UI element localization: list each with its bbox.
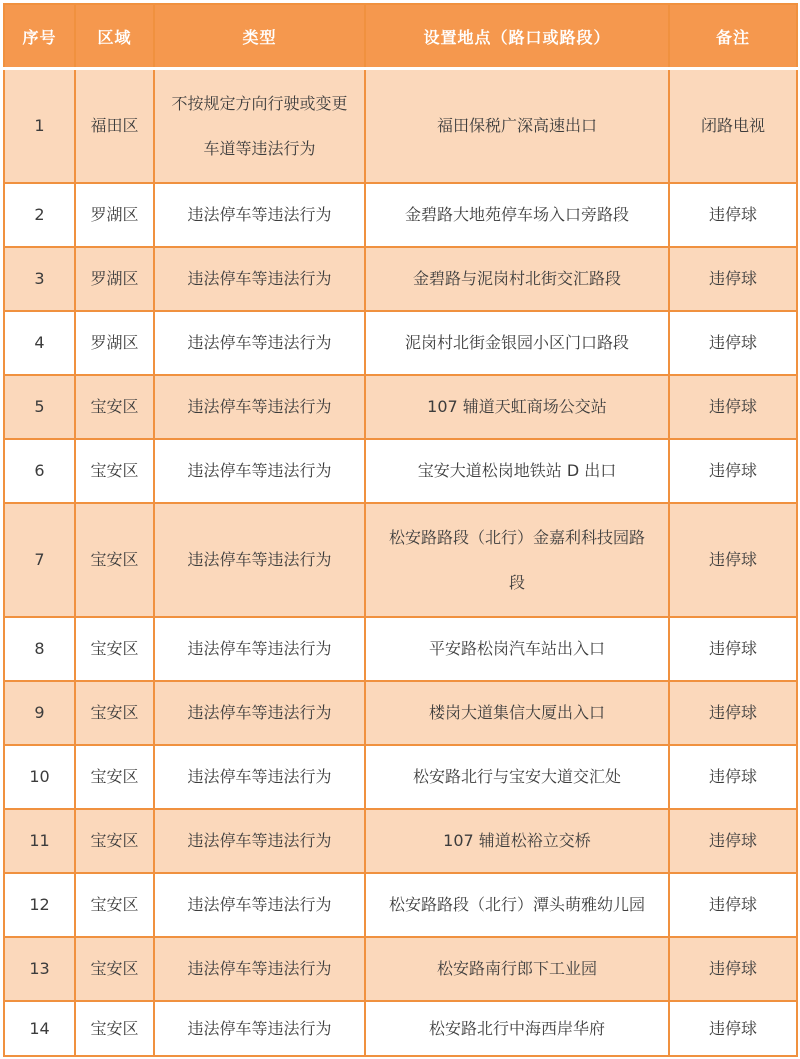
cell-remark: 违停球 (669, 873, 797, 937)
table-header (4, 4, 797, 69)
cell-index: 13 (4, 937, 75, 1001)
column-header-index: 序号 (4, 4, 75, 69)
table-row (4, 439, 797, 503)
cell-district: 罗湖区 (75, 311, 154, 375)
cell-remark: 违停球 (669, 937, 797, 1001)
cell-location: 107 辅道天虹商场公交站 (365, 375, 669, 439)
cell-district: 宝安区 (75, 1001, 154, 1056)
cell-remark: 违停球 (669, 247, 797, 311)
cell-remark: 违停球 (669, 1001, 797, 1056)
cell-location: 福田保税广深高速出口 (365, 69, 669, 183)
cell-type: 违法停车等违法行为 (154, 183, 365, 247)
cell-district: 宝安区 (75, 745, 154, 809)
column-header-remark: 备注 (669, 4, 797, 69)
cell-location: 松安路北行中海西岸华府 (365, 1001, 669, 1056)
cell-type: 违法停车等违法行为 (154, 745, 365, 809)
table-row (4, 247, 797, 311)
cell-index: 12 (4, 873, 75, 937)
cell-index: 4 (4, 311, 75, 375)
cell-remark: 违停球 (669, 809, 797, 873)
cell-remark: 违停球 (669, 745, 797, 809)
cell-type: 违法停车等违法行为 (154, 503, 365, 617)
table-row (4, 809, 797, 873)
cell-type: 违法停车等违法行为 (154, 617, 365, 681)
column-header-district: 区域 (75, 4, 154, 69)
cell-index: 9 (4, 681, 75, 745)
table-row (4, 1001, 797, 1056)
cell-index: 14 (4, 1001, 75, 1056)
cell-location: 宝安大道松岗地铁站 D 出口 (365, 439, 669, 503)
cell-index: 10 (4, 745, 75, 809)
cell-index: 2 (4, 183, 75, 247)
cell-remark: 违停球 (669, 503, 797, 617)
cell-location: 松安路路段（北行）潭头萌雅幼儿园 (365, 873, 669, 937)
cell-type: 违法停车等违法行为 (154, 873, 365, 937)
cell-type: 违法停车等违法行为 (154, 439, 365, 503)
table-row (4, 681, 797, 745)
table-row (4, 937, 797, 1001)
cell-district: 罗湖区 (75, 247, 154, 311)
cell-location: 泥岗村北街金银园小区门口路段 (365, 311, 669, 375)
table-row (4, 375, 797, 439)
cell-location: 金碧路与泥岗村北街交汇路段 (365, 247, 669, 311)
cell-district: 宝安区 (75, 503, 154, 617)
column-header-location: 设置地点（路口或路段） (365, 4, 669, 69)
table-body (4, 69, 797, 1056)
cell-index: 5 (4, 375, 75, 439)
cell-district: 福田区 (75, 69, 154, 183)
table-row (4, 873, 797, 937)
cell-remark: 违停球 (669, 681, 797, 745)
cell-location: 松安路路段（北行）金嘉利科技园路段 (365, 503, 669, 617)
cell-remark: 闭路电视 (669, 69, 797, 183)
table-row (4, 311, 797, 375)
cell-index: 8 (4, 617, 75, 681)
cell-district: 罗湖区 (75, 183, 154, 247)
cell-location: 金碧路大地苑停车场入口旁路段 (365, 183, 669, 247)
cell-remark: 违停球 (669, 183, 797, 247)
column-header-type: 类型 (154, 4, 365, 69)
surveillance-locations-table (3, 3, 798, 1057)
cell-remark: 违停球 (669, 439, 797, 503)
cell-district: 宝安区 (75, 937, 154, 1001)
cell-district: 宝安区 (75, 809, 154, 873)
table-row (4, 69, 797, 183)
cell-index: 6 (4, 439, 75, 503)
cell-index: 1 (4, 69, 75, 183)
cell-location: 松安路南行郎下工业园 (365, 937, 669, 1001)
cell-type: 违法停车等违法行为 (154, 681, 365, 745)
cell-district: 宝安区 (75, 681, 154, 745)
header-row (4, 4, 797, 69)
cell-remark: 违停球 (669, 375, 797, 439)
cell-index: 7 (4, 503, 75, 617)
cell-district: 宝安区 (75, 439, 154, 503)
cell-remark: 违停球 (669, 617, 797, 681)
table-row (4, 617, 797, 681)
cell-location: 松安路北行与宝安大道交汇处 (365, 745, 669, 809)
cell-index: 11 (4, 809, 75, 873)
cell-index: 3 (4, 247, 75, 311)
cell-remark: 违停球 (669, 311, 797, 375)
cell-type: 违法停车等违法行为 (154, 311, 365, 375)
table-row (4, 183, 797, 247)
cell-type: 违法停车等违法行为 (154, 247, 365, 311)
cell-type: 违法停车等违法行为 (154, 809, 365, 873)
cell-district: 宝安区 (75, 873, 154, 937)
cell-location: 平安路松岗汽车站出入口 (365, 617, 669, 681)
table-row (4, 745, 797, 809)
cell-district: 宝安区 (75, 375, 154, 439)
table-row (4, 503, 797, 617)
cell-location: 107 辅道松裕立交桥 (365, 809, 669, 873)
cell-location: 楼岗大道集信大厦出入口 (365, 681, 669, 745)
cell-type: 违法停车等违法行为 (154, 937, 365, 1001)
cell-type: 违法停车等违法行为 (154, 375, 365, 439)
cell-district: 宝安区 (75, 617, 154, 681)
cell-type: 不按规定方向行驶或变更车道等违法行为 (154, 69, 365, 183)
cell-type: 违法停车等违法行为 (154, 1001, 365, 1056)
